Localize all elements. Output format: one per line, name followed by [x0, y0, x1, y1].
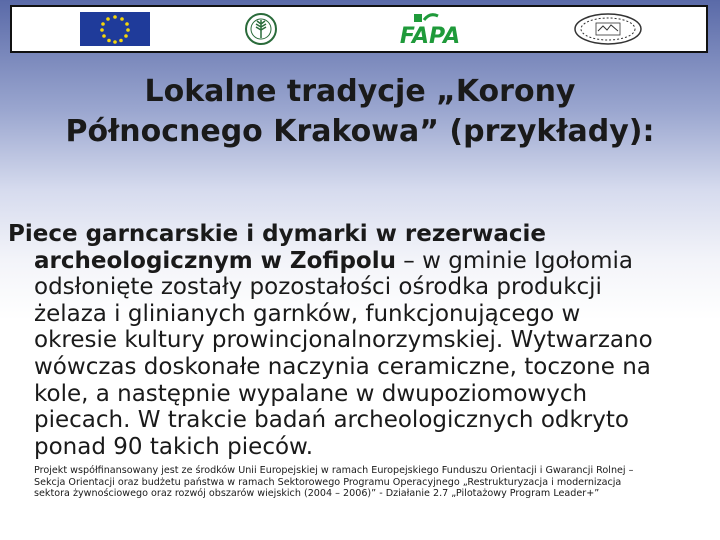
wheat-seal-icon [240, 12, 282, 46]
body-line: kole, a następnie wypalane w dwupoziomowych [34, 380, 588, 407]
body-line: okresie kultury prowincjonalnorzymskiej. Wytwarzano [34, 327, 653, 354]
fapa-logo-text: FAPA [399, 24, 461, 46]
wheat-seal-logo [240, 12, 282, 46]
body-lead-line-2: archeologicznym w Zofipolu [34, 247, 396, 274]
body-line: żelaza i glinianych garnków, funkcjonującego w [34, 300, 581, 327]
slide-title-line-1: Lokalne tradycje „Korony [144, 74, 576, 109]
eu-flag-logo [80, 12, 150, 46]
karpacki-seal-icon [572, 12, 644, 46]
body-line-2 [8, 248, 708, 275]
funding-footnote [34, 465, 714, 500]
body-lead-line-1: Piece garncarskie i dymarki w rezerwacie [8, 221, 547, 247]
eu-flag-icon [80, 12, 150, 46]
body-line: piecach. W trakcie badań archeologicznych odkryto [34, 407, 629, 434]
slide-title-line-2: Północnego Krakowa” (przykłady): [65, 114, 655, 149]
body-line: wówczas doskonałe naczynia ceramiczne, toczone na [34, 353, 651, 380]
footnote-line-1: Projekt współfinansowany jest ze środków Unii Europejskiej w ramach Europejskiego Funduszu Orientacji i Gwarancji Rolnej – [34, 465, 634, 476]
fapa-logo [384, 12, 476, 46]
body-line: odsłonięte zostały pozostałości ośrodka produkcji [34, 274, 602, 301]
footnote-line-2: Sekcja Orientacji oraz budżetu państwa w ramach Sektorowego Programu Operacyjnego „Restrukturyzacja i modernizacja [34, 476, 622, 488]
karpacki-logo [572, 12, 644, 46]
fapa-logo-icon [384, 12, 476, 46]
body-line: ponad 90 takich pieców. [34, 433, 314, 460]
logo-bar [10, 5, 708, 53]
footnote-line-3: sektora żywnościowego oraz rozwój obszarów wiejskich (2004 – 2006)” - Działanie 2.7 „Pilotażowy Program Leader+” [34, 488, 600, 499]
body-line-2-rest: – w gminie Igołomia [395, 247, 634, 274]
body-paragraph [8, 221, 708, 460]
slide-title [0, 72, 720, 152]
